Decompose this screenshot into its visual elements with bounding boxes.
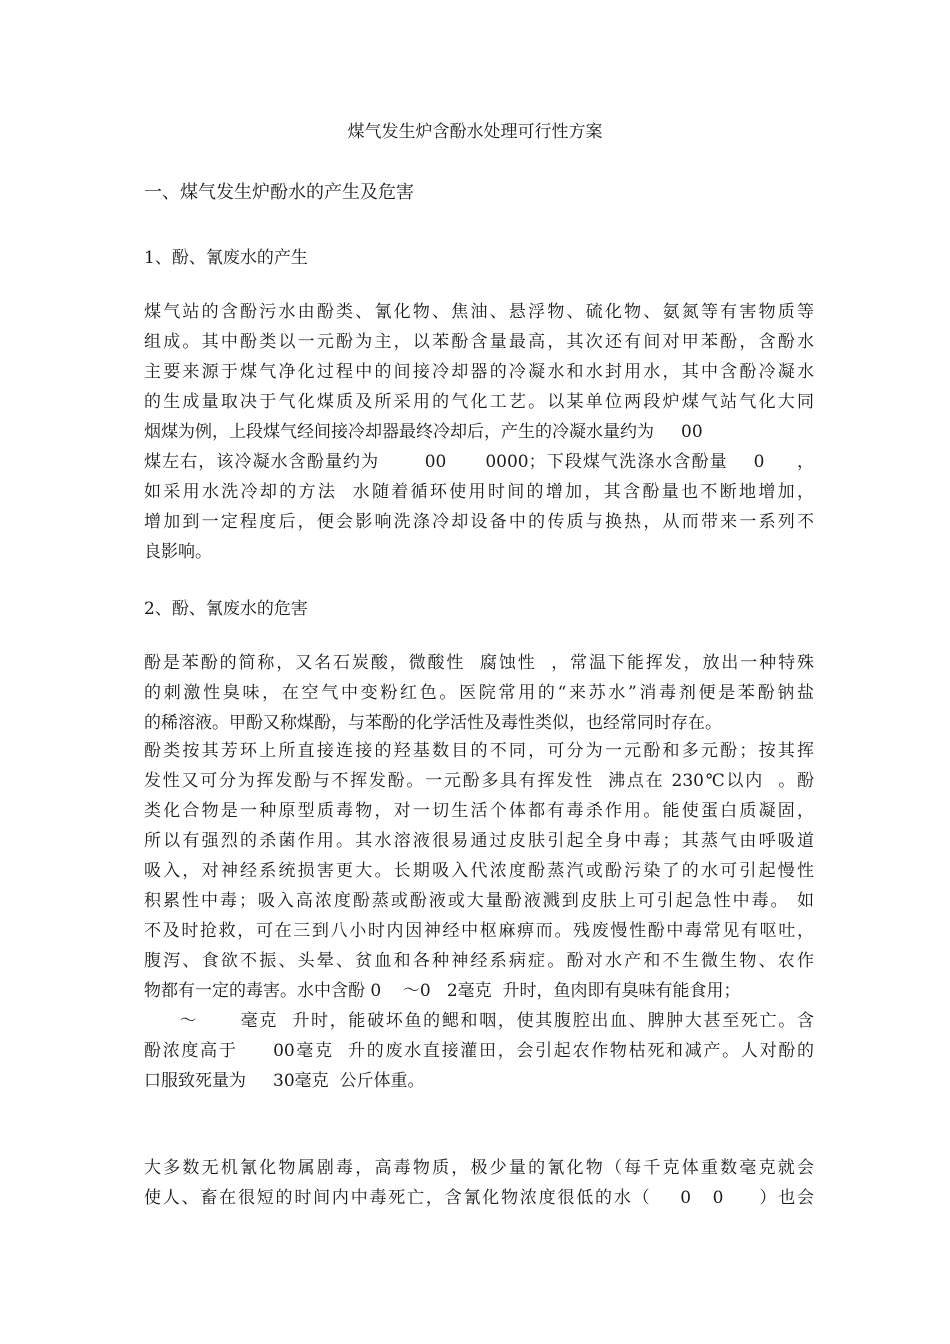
paragraph-line: ～ 毫克 升时，能破坏鱼的鳃和咽，使其腹腔出血、脾肿大甚至死亡。含 [144,1011,814,1031]
subsection-heading-1: 1、酚、氰废水的产生 [144,248,308,268]
paragraph-line: 酚浓度高于 00毫克 升的废水直接灌田，会引起农作物枯死和减产。人对酚的 [144,1041,814,1061]
paragraph-2 [144,648,814,738]
paragraph-line: 如采用水洗冷却的方法 水随着循环使用时间的增加，其含酚量也不断地增加， [144,482,814,502]
paragraph-line: 积累性中毒；吸入高浓度酚蒸或酚液或大量酚液溅到皮肤上可引起急性中毒。 如 [144,891,814,911]
paragraph-line: 类化合物是一种原型质毒物，对一切生活个体都有毒杀作用。能使蛋白质凝固， [144,801,814,821]
paragraph-line: 烟煤为例，上段煤气经间接冷却器最终冷却后，产生的冷凝水量约为 00 [144,422,703,442]
paragraph-line: 使人、畜在很短的时间内中毒死亡，含氰化物浓度很低的水（ 0 0 ）也会 [144,1188,814,1208]
subsection-heading-2: 2、酚、氰废水的危害 [144,599,308,619]
paragraph-line: 物都有一定的毒害。水中含酚 0 ～0 2毫克 升时，鱼肉即有臭味有能食用； [144,981,741,1001]
paragraph-line: 不及时抢救，可在三到八小时内因神经中枢麻痹而。残废慢性酚中毒常见有呕吐， [144,921,814,941]
paragraph-line: 吸入，对神经系统损害更大。长期吸入代浓度酚蒸汽或酚污染了的水可引起慢性 [144,861,814,881]
section-heading-1: 一、煤气发生炉酚水的产生及危害 [144,182,414,203]
paragraph-line: 良影响。 [144,542,212,562]
paragraph-line: 的生成量取决于气化煤质及所采用的气化工艺。以某单位两段炉煤气站气化大同 [144,392,814,412]
paragraph-line: 酚是苯酚的简称，又名石炭酸，微酸性 腐蚀性 ，常温下能挥发，放出一种特殊 [144,653,814,673]
paragraph-line: 发性又可分为挥发酚与不挥发酚。一元酚多具有挥发性 沸点在 230℃以内 。酚 [144,771,814,791]
paragraph-line: 口服致死量为 30毫克 公斤体重。 [144,1071,425,1091]
paragraph-line: 主要来源于煤气净化过程中的间接冷却器的冷凝水和水封用水，其中含酚冷凝水 [144,362,814,382]
paragraph-1 [144,297,814,567]
document-title: 煤气发生炉含酚水处理可行性方案 [347,122,603,142]
paragraph-line: 所以有强烈的杀菌作用。其水溶液很易通过皮肤引起全身中毒；其蒸气由呼吸道 [144,831,814,851]
paragraph-line: 的稀溶液。甲酚又称煤酚，与苯酚的化学活性及毒性类似，也经常同时存在。 [144,713,722,733]
paragraph-line: 腹泻、食欲不振、头晕、贫血和各种神经系病症。酚对水产和不生微生物、农作 [144,951,814,971]
paragraph-line: 增加到一定程度后，便会影响洗涤冷却设备中的传质与换热，从而带来一系列不 [144,512,814,532]
paragraph-4 [144,1153,814,1213]
paragraph-line: 组成。其中酚类以一元酚为主，以苯酚含量最高，其次还有间对甲苯酚，含酚水 [144,332,814,352]
paragraph-line: 的刺激性臭味，在空气中变粉红色。医院常用的“来苏水”消毒剂便是苯酚钠盐 [144,683,814,703]
paragraph-line: 煤左右，该冷凝水含酚量约为 00 0000；下段煤气洗涤水含酚量 0 ， [144,452,814,472]
paragraph-line: 大多数无机氰化物属剧毒，高毒物质，极少量的氰化物（每千克体重数毫克就会 [144,1158,814,1178]
paragraph-3 [144,736,814,1096]
paragraph-line: 酚类按其芳环上所直接连接的羟基数目的不同，可分为一元酚和多元酚；按其挥 [144,741,814,761]
paragraph-line: 煤气站的含酚污水由酚类、氰化物、焦油、悬浮物、硫化物、氨氮等有害物质等 [144,302,814,322]
